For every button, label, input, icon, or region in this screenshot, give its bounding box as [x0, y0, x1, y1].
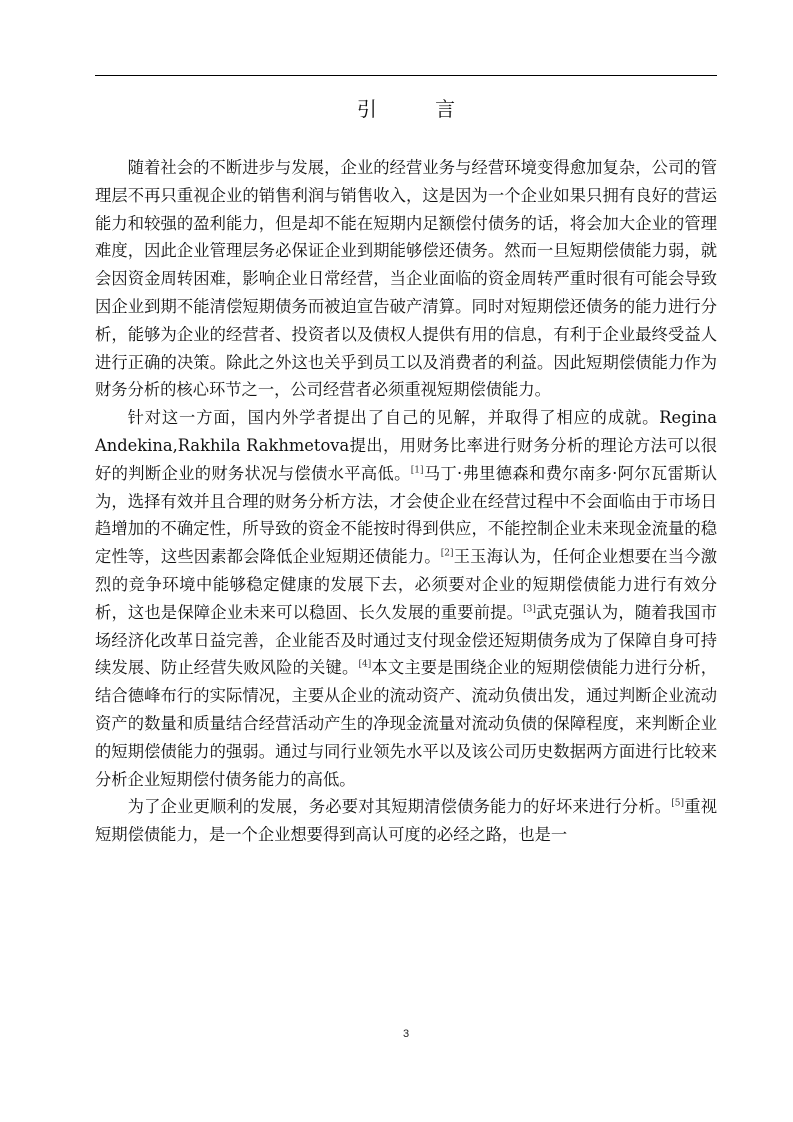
citation-marker: [5]: [671, 798, 685, 809]
paragraph-text: 本文主要是围绕企业的短期偿债能力进行分析，结合德峰布行的实际情况，主要从企业的流动资产、流动负债出发，通过判断企业流动资产的数量和质量结合经营活动产生的净现金流量对流动负债的保障程度，来判断企业的短期偿债能力的强弱。通过与同行业领先水平以及该公司历史数据两方面进行比较来分析企业短期偿付债务能力的高低。: [95, 658, 717, 789]
paragraph: [95, 404, 717, 793]
citation-marker: [2]: [440, 548, 454, 559]
page-number: 3: [402, 1028, 410, 1040]
citation-marker: [3]: [523, 604, 536, 615]
paragraph: [95, 793, 717, 849]
body-text: [95, 154, 717, 849]
paragraph-text: 为了企业更顺利的发展，务必要对其短期清偿债务能力的好坏来进行分析。: [127, 797, 672, 817]
paragraph-text: 王玉海认为，任何企业想要在当今激烈的竞争环境中能够稳定健康的发展下去，必须要对企业的短期偿债能力进行有效分析，这也是保障企业未来可以稳固、长久发展的重要前提。: [95, 547, 717, 622]
paragraph: [95, 154, 717, 404]
paragraph-text: 针对这一方面，国内外学者提出了自己的见解，并取得了相应的成就。Regina Andekina,Rakhila Rakhmetova提出，用财务比率进行财务分析的理论方法可以很好的判断企业的财务状况与偿债水平高低。: [95, 408, 717, 483]
header-rule: [95, 75, 717, 76]
paragraph-text: 重视短期偿债能力，是一个企业想要得到高认可度的必经之路，也是一: [95, 797, 717, 845]
page-title: 引 言: [356, 97, 482, 121]
paragraph-text: 马丁·弗里德森和费尔南多·阿尔瓦雷斯认为，选择有效并且合理的财务分析方法，才会使企业在经营过程中不会面临由于市场日趋增加的不确定性，所导致的资金不能按时得到供应，不能控制企业未来现金流量的稳定性等，这些因素都会降低企业短期还债能力。: [95, 463, 717, 567]
citation-marker: [4]: [358, 659, 372, 670]
paragraph-text: 武克强认为，随着我国市场经济化改革日益完善，企业能否及时通过支付现金偿还短期债务成为了保障自身可持续发展、防止经营失败风险的关键。: [95, 602, 717, 678]
paragraph-text: 随着社会的不断进步与发展，企业的经营业务与经营环境变得愈加复杂，公司的管理层不再只重视企业的销售利润与销售收入，这是因为一个企业如果只拥有良好的营运能力和较强的盈利能力，但是却不能在短期内足额偿付债务的话，将会加大企业的管理难度，因此企业管理层务必保证企业到期能够偿还债务。然而一旦短期偿债能力弱，就会因资金周转困难，影响企业日常经营，当企业面临的资金周转严重时很有可能会导致因企业到期不能清偿短期债务而被迫宣告破产清算。同时对短期偿还债务的能力进行分析，能够为企业的经营者、投资者以及债权人提供有用的信息，有利于企业最终受益人进行正确的决策。除此之外这也关乎到员工以及消费者的利益。因此短期偿债能力作为财务分析的核心环节之一，公司经营者必须重视短期偿债能力。: [95, 158, 717, 400]
citation-marker: [1]: [410, 465, 424, 476]
